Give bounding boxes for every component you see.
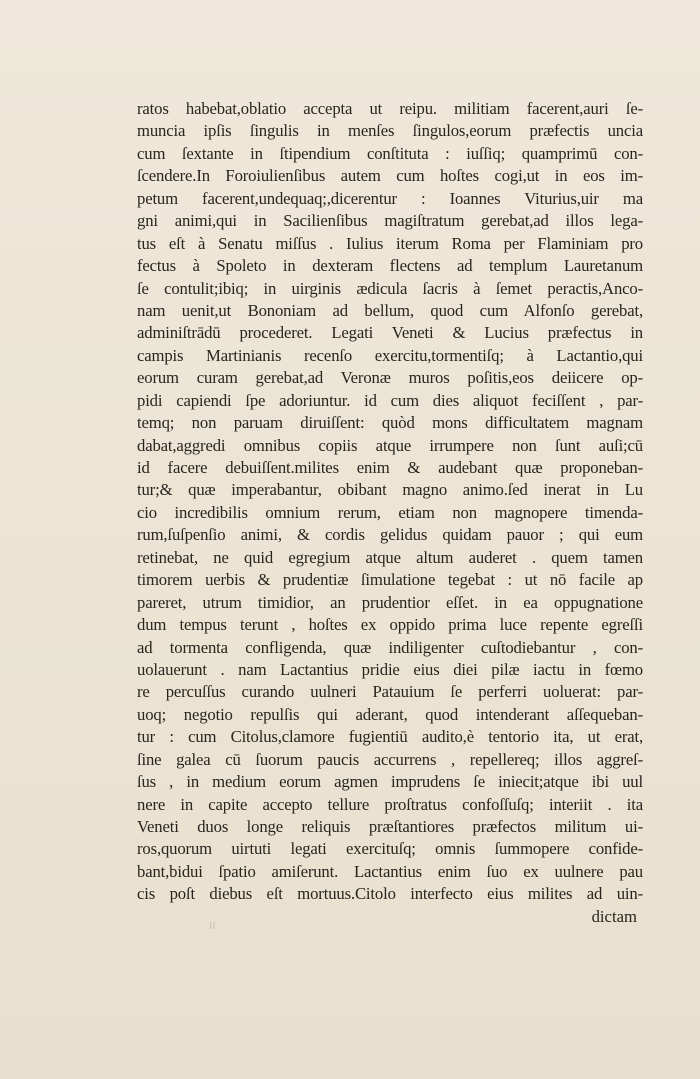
text-line: temq; non paruam diruiſſent: quòd mons difficultatem magnam bbox=[137, 413, 643, 433]
text-line: adminiſtrādū procederet. Legati Veneti & Lucius præfectus in bbox=[137, 323, 643, 343]
text-line: dum tempus terunt , hoſtes ex oppido prima luce repente egreſſi bbox=[137, 615, 643, 635]
text-line: Veneti duos longe reliquis præſtantiores præfectos militum ui- bbox=[137, 817, 643, 836]
text-line: ratos habebat,oblatio accepta ut reipu. militiam facerent,auri ſe- bbox=[137, 99, 643, 118]
text-line: ros,quorum uirtuti legati exercituſq; omnis ſummopere confide- bbox=[137, 839, 643, 859]
text-line: timorem uerbis & prudentiæ ſimulatione tegebat : ut nō facile ap bbox=[137, 570, 643, 590]
text-line: uolauerunt . nam Lactantius pridie eius diei pilæ iactu in fœmo bbox=[137, 659, 643, 679]
margin-mark-icon: ıı bbox=[209, 918, 216, 932]
text-line: rum,ſuſpenſio animi, & cordis gelidus quidam pauor ; qui eum bbox=[137, 525, 643, 545]
text-line: petum facerent,undequaq;,dicerentur : Ioannes Viturius,uir ma bbox=[137, 188, 643, 208]
text-line: fectus à Spoleto in dexteram flectens ad templum Lauretanum bbox=[137, 256, 643, 276]
text-line: pidi capiendi ſpe adoriuntur. id cum dies aliquot feciſſent , par- bbox=[137, 390, 643, 410]
text-block bbox=[137, 98, 643, 928]
text-line: ſine galea cū ſuorum paucis accurrens , repellereq; illos aggreſ- bbox=[137, 749, 643, 769]
text-line: tur : cum Citolus,clamore fugientiū audito,è tentorio ita, ut erat, bbox=[137, 727, 643, 747]
text-line: ſe contulit;ibiq; in uirginis ædicula ſacris à ſemet peractis,Anco- bbox=[137, 278, 643, 298]
text-line: tus eſt à Senatu miſſus . Iulius iterum Roma per Flaminiam pro bbox=[137, 233, 643, 253]
text-line: pareret, utrum timidior, an prudentior eſſet. in ea oppugnatione bbox=[137, 592, 643, 612]
text-line: muncia ipſis ſingulis in menſes ſingulos,eorum præfectis uncia bbox=[137, 121, 643, 141]
text-line: eorum curam gerebat,ad Veronæ muros poſitis,eos deiicere op- bbox=[137, 368, 643, 388]
text-line: cum ſextante in ſtipendium conſtituta : iuſſiq; quamprimū con- bbox=[137, 143, 643, 163]
text-line: dabat,aggredi omnibus copiis atque irrumpere non ſunt auſi;cū bbox=[137, 435, 643, 455]
text-line: nere in capite accepto tellure proſtratus confoſſuſq; interiit . ita bbox=[137, 794, 643, 814]
text-line: ſcendere.In Foroiulienſibus autem cum hoſtes cogi,ut in eos im- bbox=[137, 166, 643, 186]
text-line: cis poſt diebus eſt mortuus.Citolo interfecto eius milites ad uin- bbox=[137, 884, 643, 904]
text-line: tur;& quæ imperabantur, obibant magno animo.ſed inerat in Lu bbox=[137, 480, 643, 500]
catchword: dictam bbox=[591, 906, 637, 926]
text-line: gni animi,qui in Sacilienſibus magiſtratum gerebat,ad illos lega- bbox=[137, 211, 643, 231]
text-line: re percuſſus curando uulneri Patauium ſe perferri uoluerat: par- bbox=[137, 682, 643, 702]
text-line: bant,bidui ſpatio amiſerunt. Lactantius enim ſuo ex uulnere pau bbox=[137, 861, 643, 881]
text-line: cio incredibilis omnium rerum, etiam non magnopere timenda- bbox=[137, 502, 643, 522]
text-line: uoq; negotio repulſis qui aderant, quod intenderant aſſequeban- bbox=[137, 704, 643, 724]
text-line: ſus , in medium eorum agmen imprudens ſe iniecit;atque ibi uul bbox=[137, 772, 643, 792]
text-line: retinebat, ne quid egregium atque altum auderet . quem tamen bbox=[137, 547, 643, 567]
text-line: ad tormenta confligenda, quæ indiligenter cuſtodiebantur , con- bbox=[137, 637, 643, 657]
text-line: id facere debuiſſent.milites enim & audebant quæ proponeban- bbox=[137, 458, 643, 477]
text-line: nam uenit,ut Bononiam ad bellum, quod cum Alfonſo gerebat, bbox=[137, 300, 643, 320]
text-line: campis Martinianis recenſo exercitu,tormentiſq; à Lactantio,qui bbox=[137, 345, 643, 365]
